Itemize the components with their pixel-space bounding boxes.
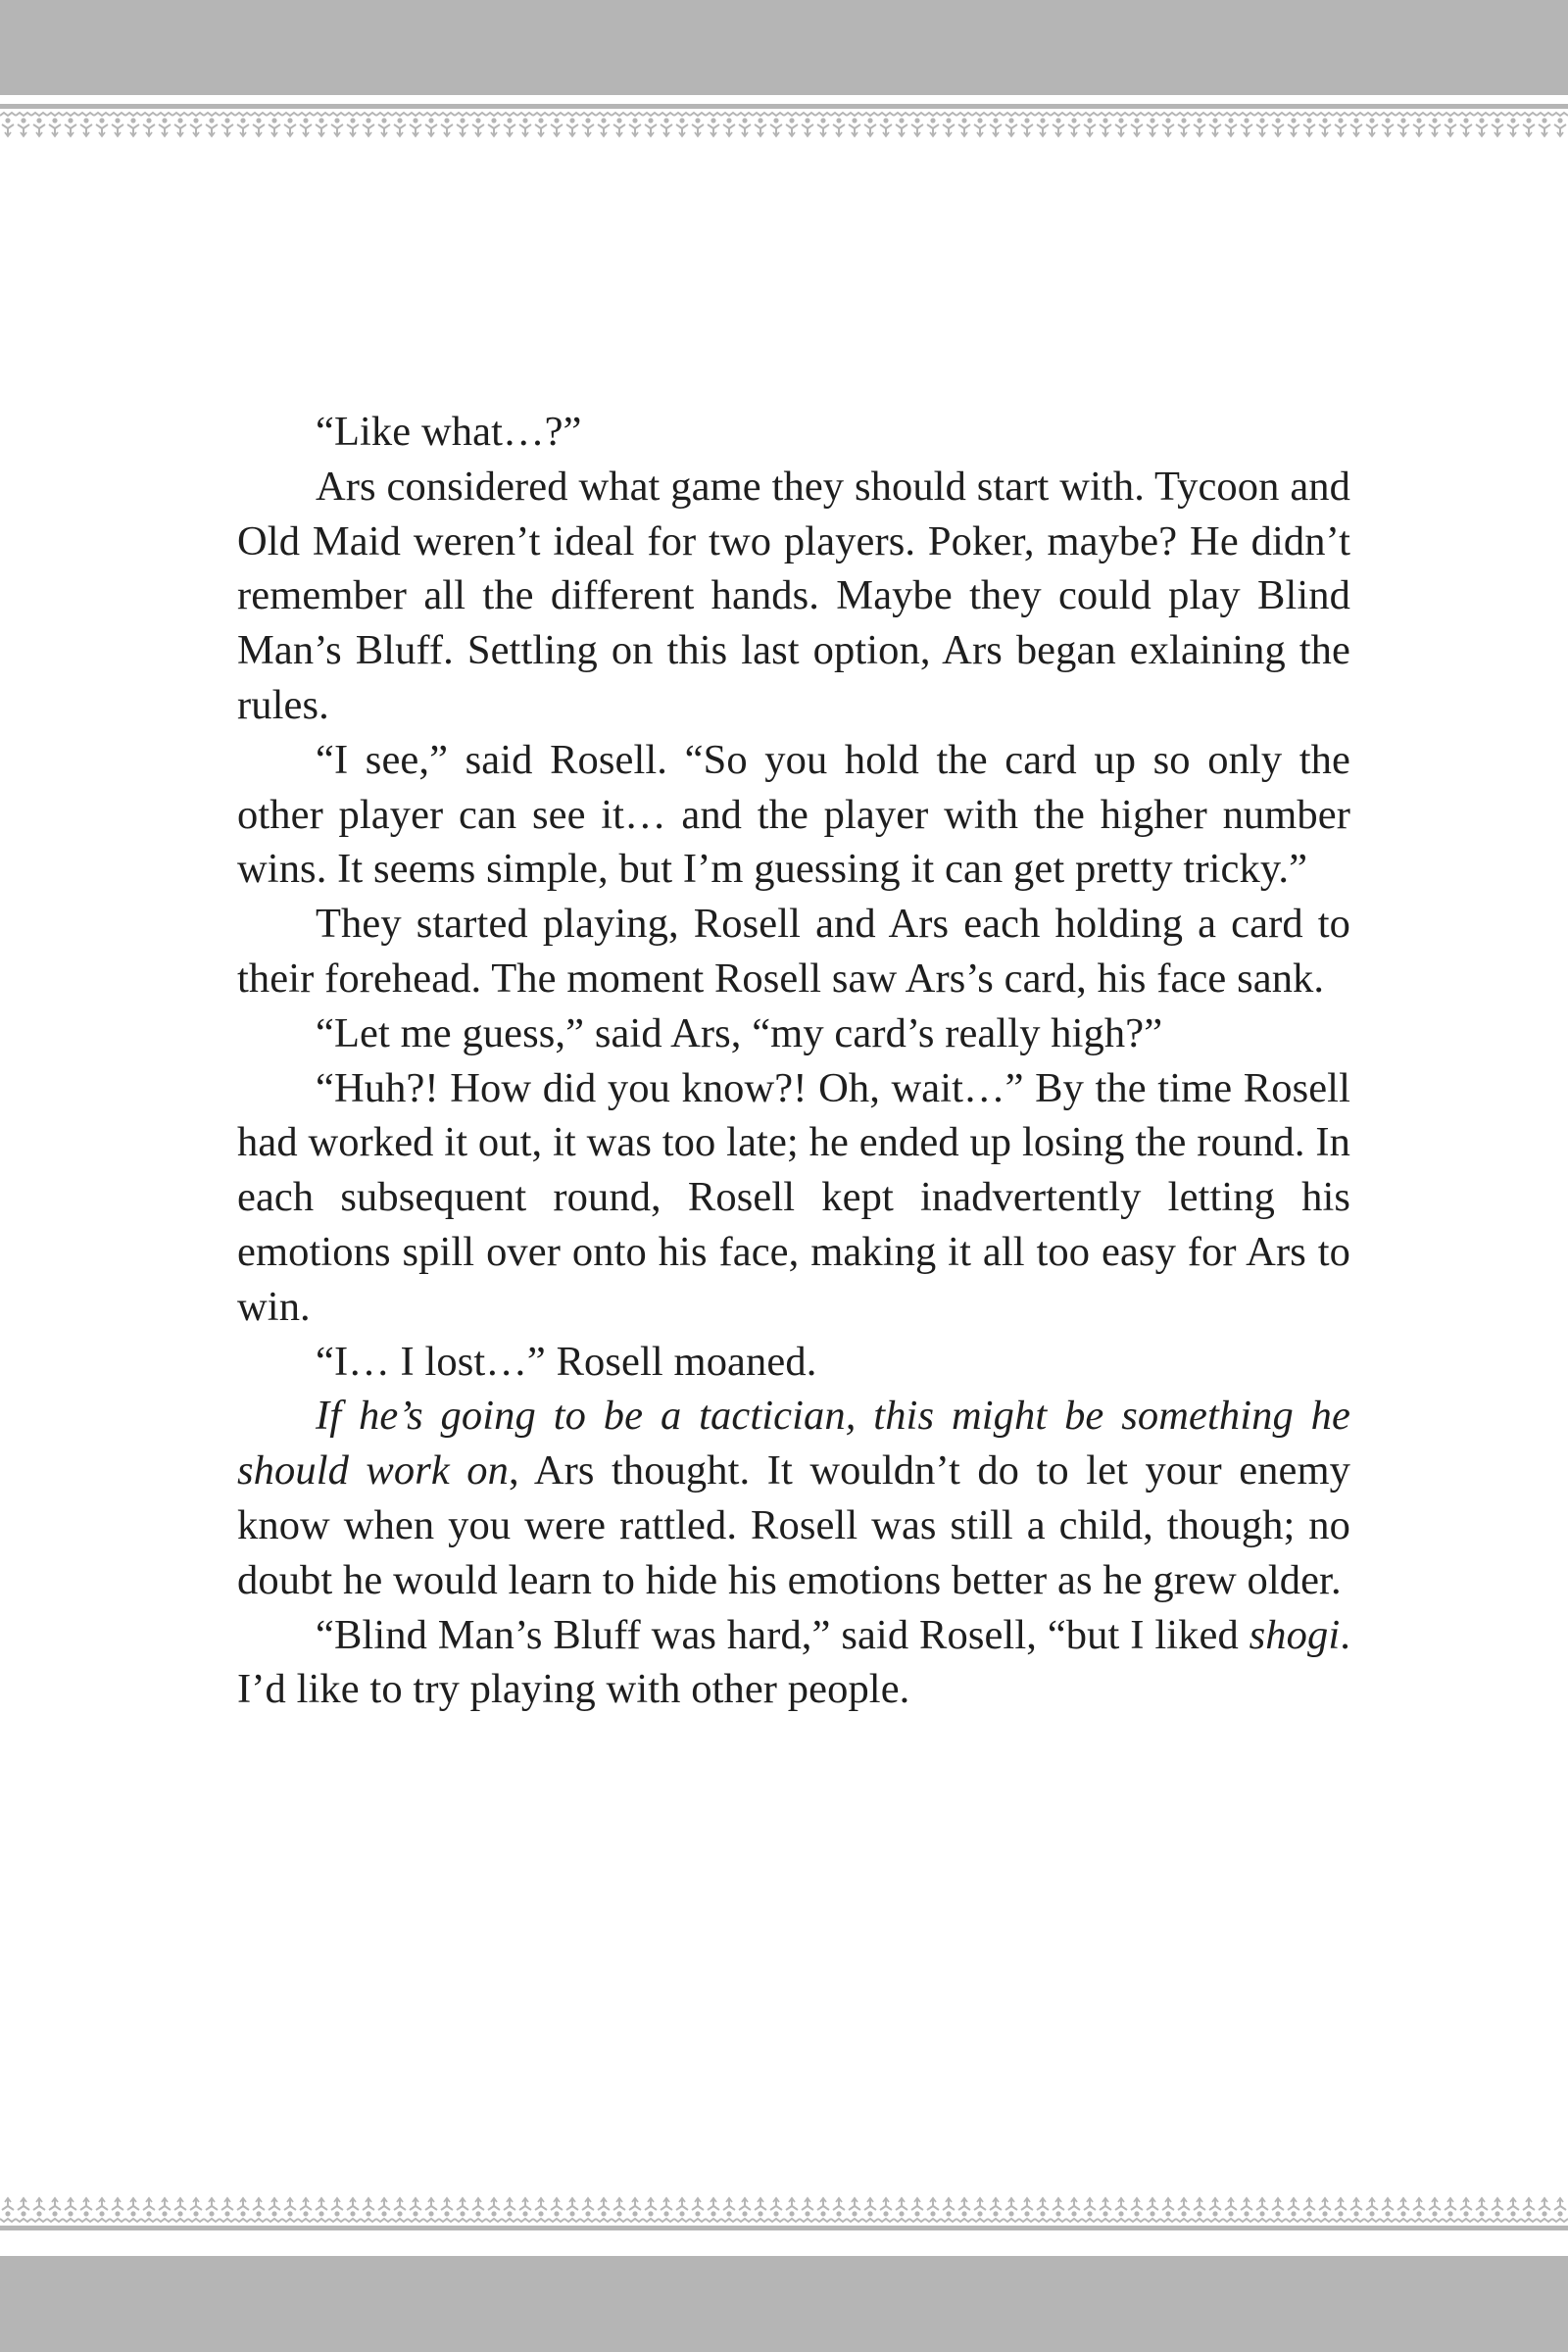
paragraph-text: . I’d like to try playing with other people. <box>237 1611 1350 1713</box>
bottom-trim-pattern <box>0 2193 1568 2230</box>
paragraph-text: , Ars thought. It wouldn’t do to let your enemy know when you were rattled. Rosell was still a child, though; no doubt he would learn to hide his emotions better as he grew older. <box>237 1447 1351 1603</box>
paragraph <box>237 733 1350 897</box>
paragraph <box>237 1006 1350 1061</box>
paragraph-text: “Like what…?” <box>316 409 582 455</box>
paragraph-text: “I… I lost…” Rosell moaned. <box>316 1338 817 1385</box>
paragraph-text: Ars considered what game they should start with. Tycoon and Old Maid weren’t ideal for two players. Poker, maybe? He didn’t remember all the different hands. Maybe they could play Blind Man’s Bluff. Settling on this last option, Ars began exlaining the rules. <box>237 463 1350 728</box>
paragraph <box>237 460 1350 733</box>
italic-text: If he’s going to be a tactician, this might be something he should work on <box>237 1393 1350 1494</box>
bottom-ornamental-trim <box>0 2193 1568 2230</box>
paragraph <box>237 1608 1350 1718</box>
top-ornamental-trim <box>0 104 1568 141</box>
paragraph-text: “Huh?! How did you know?! Oh, wait…” By the time Rosell had worked it out, it was too late; he ended up losing the round. In each subsequent round, Rosell kept inadvertently letting his emotions spill over onto his face, making it all too easy for Ars to win. <box>237 1064 1350 1330</box>
paragraph-text: “Blind Man’s Bluff was hard,” said Rosell, “but I liked <box>316 1611 1250 1658</box>
paragraph <box>237 1335 1350 1390</box>
paragraph-text: “Let me guess,” said Ars, “my card’s really high?” <box>316 1009 1163 1056</box>
top-trim-pattern <box>0 104 1568 141</box>
paragraph-text: “I see,” said Rosell. “So you hold the card up so only the other player can see it… and the player with the higher number wins. It seems simple, but I’m guessing it can get pretty tricky.” <box>237 736 1350 893</box>
paragraph <box>237 1061 1350 1335</box>
paragraph <box>237 405 1350 460</box>
page-body-text <box>237 405 1350 1717</box>
italic-text: shogi <box>1249 1611 1341 1658</box>
bottom-border-band <box>0 2256 1568 2352</box>
top-border-band <box>0 0 1568 95</box>
paragraph <box>237 897 1350 1006</box>
paragraph <box>237 1389 1350 1607</box>
paragraph-text: They started playing, Rosell and Ars each holding a card to their forehead. The moment Rosell saw Ars’s card, his face sank. <box>237 901 1350 1002</box>
